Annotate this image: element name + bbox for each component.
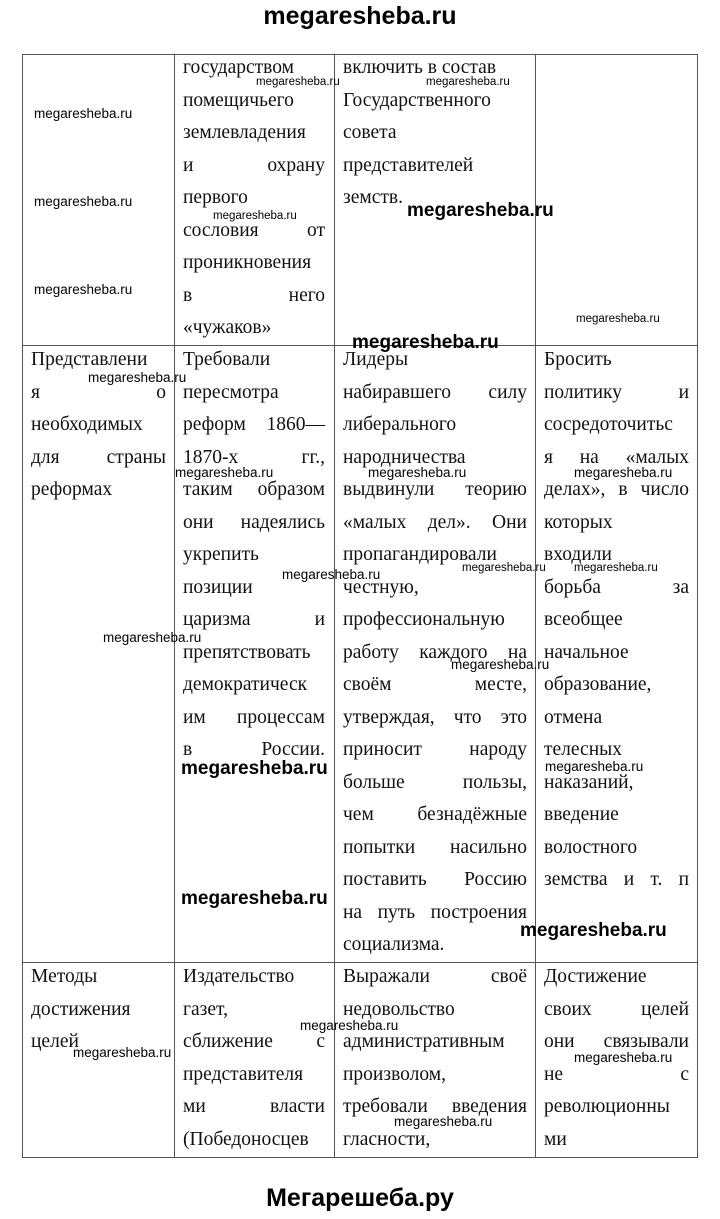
cell-text-line: попытки насильно <box>343 836 527 858</box>
cell-text-line: землевладения <box>183 122 306 143</box>
cell-text-line: Государственного <box>343 89 491 111</box>
cell-text-line: которых <box>544 511 613 533</box>
cell-text-line: позиции <box>183 576 253 598</box>
row2-col1-cell <box>31 344 166 507</box>
cell-text-line: первого <box>183 187 248 208</box>
cell-text-line: поставить Россию <box>343 869 527 890</box>
cell-text-line: начальное <box>544 641 629 663</box>
watermark: megaresheba.ru <box>73 1045 172 1060</box>
watermark: megaresheba.ru <box>407 200 554 221</box>
cell-text-line: помещичьего <box>183 89 294 111</box>
watermark: megaresheba.ru <box>181 758 328 779</box>
row1-col2-cell <box>183 52 325 345</box>
watermark: megaresheba.ru <box>34 282 133 297</box>
watermark: megaresheba.ru <box>282 567 381 582</box>
cell-text-line: Лидеры <box>343 349 409 370</box>
cell-text-line: политику и <box>544 381 689 403</box>
watermark: megaresheba.ru <box>300 1018 399 1033</box>
cell-text-line: административным <box>343 1031 505 1052</box>
cell-text-line: в России. <box>183 739 325 760</box>
cell-text-line: укрепить <box>183 544 259 565</box>
cell-text-line: проникновения <box>183 252 312 273</box>
cell-text-line: целей <box>31 1031 79 1052</box>
cell-text-line: наказаний, <box>544 771 634 793</box>
cell-text-line: им процессам <box>183 706 325 728</box>
watermark: megaresheba.ru <box>520 920 667 941</box>
cell-text-line: они надеялись <box>183 511 325 533</box>
watermark: megaresheba.ru <box>213 210 297 222</box>
row3-col2-cell <box>183 961 325 1156</box>
cell-text-line: представителя <box>183 1063 304 1085</box>
watermark: megaresheba.ru <box>88 370 187 385</box>
cell-text-line: волостного <box>544 836 638 858</box>
cell-text-line: всеобщее <box>544 609 623 630</box>
cell-text-line: входили <box>544 544 612 565</box>
row2-col4-cell <box>544 344 689 897</box>
cell-text-line: реформах <box>31 479 113 500</box>
cell-text-line: Бросить <box>544 349 612 370</box>
table-border-bottom <box>22 1157 698 1158</box>
cell-text-line: честную, <box>343 576 419 598</box>
cell-text-line: и охрану <box>183 154 325 176</box>
cell-text-line: не с <box>544 1063 689 1085</box>
cell-text-line: набиравшего силу <box>343 381 527 403</box>
watermark: megaresheba.ru <box>34 194 133 209</box>
watermark: megaresheba.ru <box>103 630 202 645</box>
site-footer: Мегарешеба.ру <box>266 1184 454 1212</box>
cell-text-line: земства и т. п <box>544 869 689 890</box>
cell-text-line: Требовали <box>183 349 271 370</box>
cell-text-line: введение <box>544 804 619 825</box>
cell-text-line: «малых дел». Они <box>343 511 527 533</box>
cell-text-line: пропагандировали <box>343 544 497 565</box>
table-border-left <box>22 54 23 1158</box>
cell-text-line: представителей <box>343 154 474 176</box>
cell-text-line: ми власти <box>183 1096 325 1117</box>
cell-text-line: утверждая, что это <box>343 706 527 728</box>
cell-text-line: приносит народу <box>343 739 527 760</box>
cell-text-line: Выражали своё <box>343 966 527 987</box>
watermark: megaresheba.ru <box>181 888 328 909</box>
cell-text-line: чем безнадёжные <box>343 804 527 825</box>
cell-text-line: революционны <box>544 1096 670 1117</box>
cell-text-line: народничества <box>343 446 466 468</box>
cell-text-line: (Победоносцев <box>183 1128 309 1150</box>
cell-text-line: требовали введения <box>343 1096 527 1117</box>
table-border-right <box>697 54 698 1158</box>
watermark: megaresheba.ru <box>175 465 274 480</box>
cell-text-line: пересмотра <box>183 381 279 403</box>
cell-text-line: препятствовать <box>183 641 311 663</box>
column-divider-2 <box>334 54 335 1158</box>
cell-text-line: Представлени <box>31 349 148 370</box>
cell-text-line: государством <box>183 57 294 78</box>
cell-text-line: выдвинули теорию <box>343 479 527 500</box>
cell-text-line: Достижение <box>544 966 647 987</box>
cell-text-line: я на «малых <box>544 446 689 468</box>
watermark: megaresheba.ru <box>462 562 546 574</box>
cell-text-line: отмена <box>544 706 603 728</box>
cell-text-line: в него <box>183 284 325 306</box>
watermark: megaresheba.ru <box>426 76 510 88</box>
watermark: megaresheba.ru <box>574 465 673 480</box>
cell-text-line: царизма и <box>183 609 325 630</box>
watermark: megaresheba.ru <box>574 562 658 574</box>
cell-text-line: социализма. <box>343 934 445 955</box>
cell-text-line: включить в состав <box>343 57 497 78</box>
cell-text-line: я о <box>31 381 166 403</box>
cell-text-line: гласности, <box>343 1128 431 1150</box>
cell-text-line: реформ 1860— <box>183 414 325 435</box>
cell-text-line: борьба за <box>544 576 689 598</box>
cell-text-line: газет, <box>183 998 228 1020</box>
watermark: megaresheba.ru <box>574 1050 673 1065</box>
row2-col2-cell <box>183 344 325 767</box>
watermark: megaresheba.ru <box>451 657 550 672</box>
cell-text-line: совета <box>343 122 397 143</box>
watermark: megaresheba.ru <box>34 106 133 121</box>
cell-text-line: Издательство <box>183 966 295 987</box>
cell-text-line: для страны <box>31 446 166 468</box>
watermark: megaresheba.ru <box>352 332 499 353</box>
cell-text-line: необходимых <box>31 414 143 435</box>
cell-text-line: земств. <box>343 187 403 208</box>
cell-text-line: телесных <box>544 739 622 760</box>
cell-text-line: работу каждого на <box>343 641 527 663</box>
cell-text-line: делах», в число <box>544 479 689 500</box>
cell-text-line: Методы <box>31 966 98 987</box>
cell-text-line: профессиональную <box>343 609 505 630</box>
row3-col1-cell <box>31 961 166 1059</box>
cell-text-line: сосредоточитьс <box>544 414 673 435</box>
cell-text-line: «чужаков» <box>183 317 272 338</box>
cell-text-line: образование, <box>544 674 652 695</box>
cell-text-line: сближение с <box>183 1031 325 1052</box>
cell-text-line: таким образом <box>183 479 325 500</box>
cell-text-line: своих целей <box>544 998 689 1020</box>
watermark: megaresheba.ru <box>256 76 340 88</box>
cell-text-line: сословия от <box>183 219 325 241</box>
cell-text-line: ми <box>544 1128 567 1150</box>
column-divider-1 <box>174 54 175 1158</box>
cell-text-line: больше пользы, <box>343 771 527 793</box>
cell-text-line: 1870-х гг., <box>183 446 325 468</box>
cell-text-line: либерального <box>343 414 457 435</box>
cell-text-line: достижения <box>31 998 131 1020</box>
cell-text-line: произволом, <box>343 1063 446 1085</box>
watermark: megaresheba.ru <box>394 1114 493 1129</box>
cell-text-line: недовольство <box>343 998 455 1020</box>
cell-text-line: они связывали <box>544 1031 689 1052</box>
site-header: megaresheba.ru <box>263 2 457 30</box>
cell-text-line: на путь построения <box>343 901 527 923</box>
watermark: megaresheba.ru <box>545 759 644 774</box>
cell-text-line: своём месте, <box>343 674 527 695</box>
row2-col3-cell <box>343 344 527 962</box>
watermark: megaresheba.ru <box>368 465 467 480</box>
watermark: megaresheba.ru <box>576 313 660 325</box>
cell-text-line: демократическ <box>183 674 308 695</box>
